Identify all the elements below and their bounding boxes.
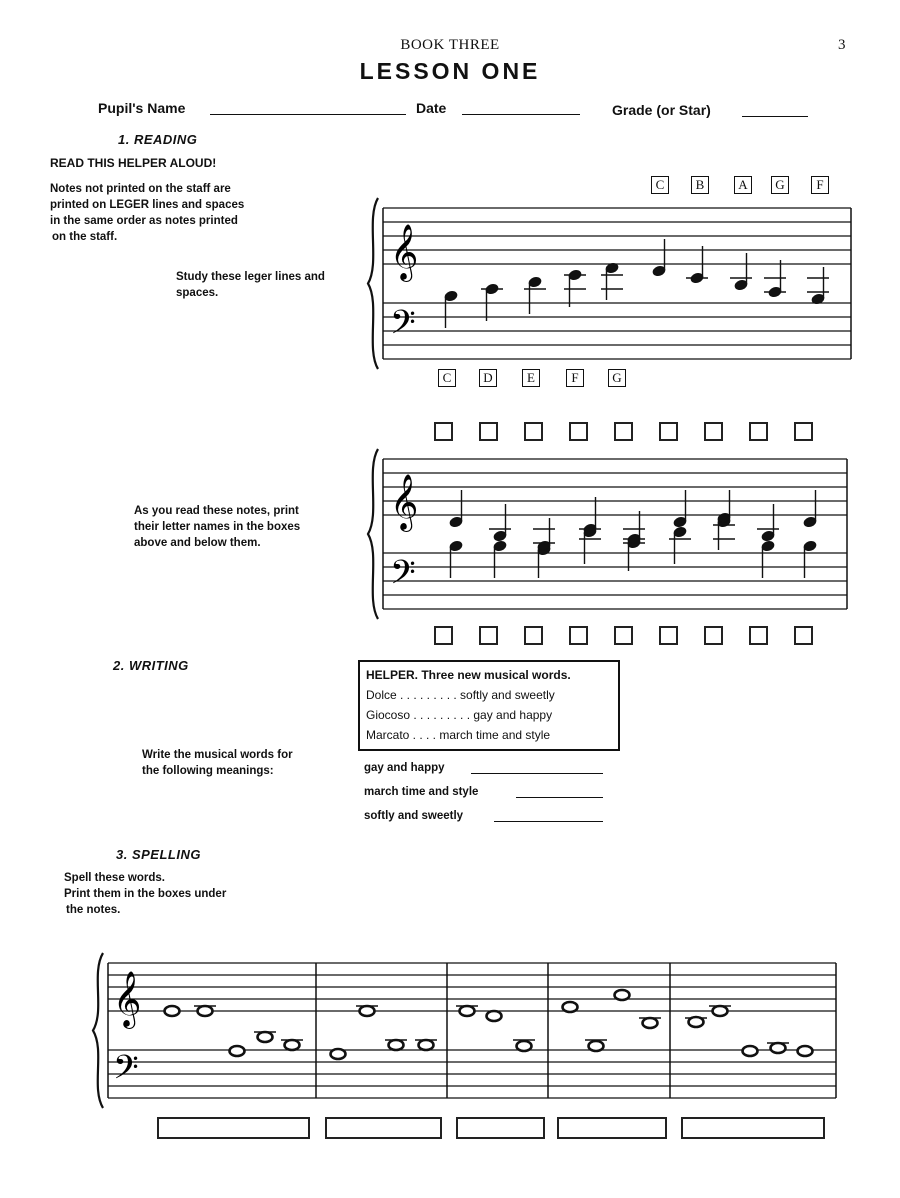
grand-staff-study — [368, 198, 851, 369]
grand-staff-exercise — [368, 449, 847, 619]
whole-note — [713, 1006, 728, 1016]
whole-note — [389, 1040, 404, 1050]
label-box: C — [651, 176, 669, 194]
writing-heading: 2. WRITING — [113, 658, 189, 673]
lesson-title: LESSON ONE — [359, 58, 541, 84]
treble-clef-icon: 𝄞 — [390, 224, 419, 280]
label-box: A — [734, 176, 752, 194]
whole-note — [230, 1046, 245, 1056]
meaning-2: march time and style — [364, 786, 479, 798]
meaning-1: gay and happy — [364, 762, 445, 774]
label-box: D — [479, 369, 497, 387]
whole-note — [643, 1018, 658, 1028]
whole-note — [743, 1046, 758, 1056]
helper-title: READ THIS HELPER ALOUD! — [50, 156, 217, 170]
label-box: F — [566, 369, 584, 387]
brace — [93, 953, 103, 1108]
whole-note — [798, 1046, 813, 1056]
treble-clef-icon: 𝄞 — [113, 971, 142, 1027]
helper-text: Notes not printed on the staff are printed on LEGER lines and spaces in the same order as notes printed on the staff. — [50, 183, 245, 243]
bass-clef-icon: 𝄢 — [113, 1049, 139, 1095]
label-box: B — [691, 176, 709, 194]
spelling-heading: 3. SPELLING — [116, 847, 201, 862]
whole-note — [487, 1011, 502, 1021]
grade-label: Grade (or Star) — [612, 102, 711, 118]
whole-note — [460, 1006, 475, 1016]
date-label: Date — [416, 100, 447, 116]
brace — [368, 449, 378, 619]
label-box: C — [438, 369, 456, 387]
pupils-name-label: Pupil's Name — [98, 100, 186, 116]
whole-note — [615, 990, 630, 1000]
whole-note — [165, 1006, 180, 1016]
whole-note — [589, 1041, 604, 1051]
exercise-text: As you read these notes, print their letter names in the boxes above and below them. — [134, 505, 301, 549]
whole-note — [419, 1040, 434, 1050]
writing-helper-box: HELPER. Three new musical words. Dolce . . . . . . . . . softly and sweetly Giocoso . . . . . . . . . gay and happy Marcato . . . . march time and style — [358, 660, 620, 751]
label-box: E — [522, 369, 540, 387]
bass-clef-icon: 𝄢 — [390, 554, 416, 600]
meaning-3: softly and sweetly — [364, 810, 464, 822]
spelling-instruction: Spell these words. Print them in the boxes under the notes. — [64, 872, 227, 916]
whole-note — [198, 1006, 213, 1016]
grand-staff-spelling — [93, 953, 836, 1108]
whole-note — [285, 1040, 300, 1050]
study-text: Study these leger lines and spaces. — [176, 271, 325, 299]
label-box: G — [771, 176, 789, 194]
brace — [368, 198, 378, 369]
whole-note — [360, 1006, 375, 1016]
treble-clef-icon: 𝄞 — [390, 474, 419, 530]
page-number: 3 — [838, 37, 846, 53]
writing-instruction: Write the musical words for the following meanings: — [142, 749, 293, 777]
label-box: F — [811, 176, 829, 194]
whole-note — [563, 1002, 578, 1012]
whole-note — [689, 1017, 704, 1027]
whole-note — [517, 1041, 532, 1051]
bass-clef-icon: 𝄢 — [390, 304, 416, 350]
whole-note — [258, 1032, 273, 1042]
whole-note — [331, 1049, 346, 1059]
label-box: G — [608, 369, 626, 387]
reading-heading: 1. READING — [118, 132, 198, 147]
whole-note — [771, 1043, 786, 1053]
book-title: BOOK THREE — [400, 37, 500, 53]
